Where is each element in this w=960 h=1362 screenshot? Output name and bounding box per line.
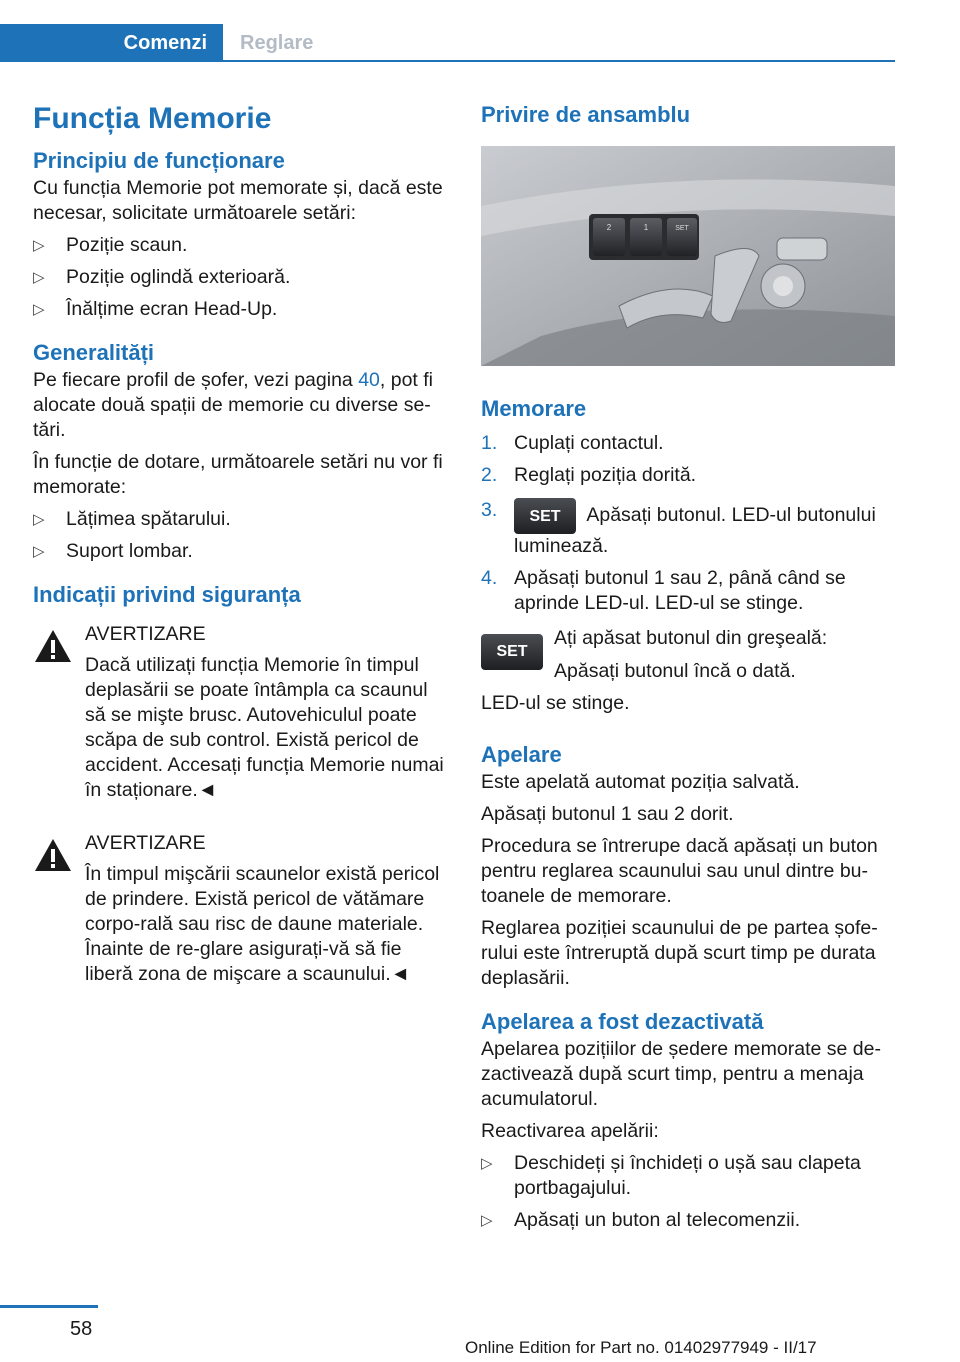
- tab-underline: [0, 60, 895, 62]
- page-number: 58: [70, 1318, 93, 1340]
- note-line: Apăsați butonul încă o dată.: [554, 660, 796, 682]
- general-list: [33, 507, 453, 564]
- list-item: ▷ Suport lombar.: [33, 540, 193, 562]
- photo-button-label: 2: [606, 223, 612, 232]
- warning-label: AVERTIZARE: [85, 623, 206, 645]
- tab-comenzi[interactable]: Comenzi: [0, 24, 223, 62]
- memorize-steps: [481, 431, 895, 616]
- triangle-bullet-icon: ▷: [481, 1212, 493, 1229]
- principle-heading: Principiu de funcționare: [33, 148, 285, 173]
- left-column: [33, 100, 453, 987]
- recall-text: Reglarea poziției scaunului de pe partea șofe-rului este întreruptă după scurt timp pe durata deplasării.: [481, 917, 878, 989]
- warning-text: Dacă utilizați funcția Memorie în timpul deplasării se poate întâmpla ca scaunul să se mişte brusc. Autovehiculul poate scăpa de sub control. Există pericol de accident. Accesați funcția Memorie numai în staționare.◄: [85, 654, 444, 801]
- right-column: [481, 100, 895, 1233]
- triangle-bullet-icon: ▷: [33, 237, 45, 254]
- note-line: Ați apăsat butonul din greşeală:: [554, 627, 828, 649]
- list-item: ▷ Lățimea spătarului.: [33, 508, 231, 530]
- photo-button-label: SET: [675, 225, 689, 232]
- list-item: ▷ Poziție oglindă exterioară.: [33, 266, 291, 288]
- list-item: ▷ Poziție scaun.: [33, 234, 188, 256]
- step-item: 2. Reglați poziția dorită.: [481, 464, 697, 486]
- recall-text: Apăsați butonul 1 sau 2 dorit.: [481, 803, 734, 825]
- triangle-bullet-icon: ▷: [33, 543, 45, 560]
- disabled-text: Apelarea pozițiilor de ședere memorate se de-zactivează după scurt timp, pentru a menaja acumulatorul.: [481, 1038, 881, 1110]
- principle-list: [33, 233, 453, 322]
- general-text-2: În funcție de dotare, următoarele setări nu vor fi memorate:: [33, 451, 443, 498]
- warning-block: [33, 622, 453, 803]
- warning-triangle-icon: [33, 628, 73, 664]
- recall-heading: Apelare: [481, 742, 562, 767]
- disabled-text-2: Reactivarea apelării:: [481, 1120, 659, 1142]
- step-item: 4. Apăsați butonul 1 sau 2, până când se aprinde LED-ul. LED-ul se stinge.: [481, 567, 846, 614]
- memorize-heading: Memorare: [481, 396, 587, 421]
- triangle-bullet-icon: ▷: [33, 301, 45, 318]
- general-text: Pe fiecare profil de șofer, vezi pagina 40, pot fi alocate două spații de memorie cu diverse se-tări.: [33, 369, 434, 441]
- set-button-icon: SET: [481, 634, 543, 670]
- triangle-bullet-icon: ▷: [33, 511, 45, 528]
- safety-heading: Indicații privind siguranța: [33, 582, 301, 607]
- recall-text: Procedura se întrerupe dacă apăsați un buton pentru reglarea scaunului sau unul dintre bu-toanele de memorare.: [481, 835, 878, 907]
- warning-text: În timpul mişcării scaunelor există pericol de prindere. Există pericol de vătămare corpo-rală sau risc de daune materiale. Înainte de re-glare asigurați-vă să fie liberă zona de mişcare a scaunului.◄: [85, 863, 440, 985]
- warning-label: AVERTIZARE: [85, 832, 206, 854]
- step-item: 3. SET Apăsați butonul. LED-ul butonului luminează.: [481, 499, 876, 557]
- step-item: 1. Cuplați contactul.: [481, 432, 664, 454]
- warning-block: [33, 831, 453, 987]
- disabled-heading: Apelarea a fost dezactivată: [481, 1009, 764, 1034]
- triangle-bullet-icon: ▷: [33, 269, 45, 286]
- recall-text: Este apelată automat poziția salvată.: [481, 771, 800, 793]
- warning-triangle-icon: [33, 837, 73, 873]
- disabled-list: [481, 1151, 895, 1233]
- footer-rule: [0, 1305, 98, 1308]
- list-item: ▷ Înălțime ecran Head-Up.: [33, 298, 278, 320]
- chapter-tabs: [0, 24, 895, 62]
- page-title: Funcția Memorie: [33, 102, 272, 135]
- edition-footer: Online Edition for Part no. 01402977949 - II/17: [465, 1338, 817, 1357]
- set-button-icon: SET: [514, 498, 576, 534]
- principle-intro: Cu funcția Memorie pot memorate și, dacă este necesar, solicitate următoarele setări:: [33, 177, 443, 224]
- note-block: [481, 626, 895, 684]
- overview-heading: Privire de ansamblu: [481, 102, 691, 127]
- list-item: ▷ Apăsați un buton al telecomenzii.: [481, 1209, 801, 1231]
- memorize-after: LED-ul se stinge.: [481, 692, 630, 714]
- list-item: ▷ Deschideți și închideți o ușă sau clapeta portbagajului.: [481, 1152, 861, 1199]
- tab-reglare[interactable]: Reglare: [240, 31, 314, 54]
- page-link[interactable]: 40: [358, 369, 380, 391]
- general-heading: Generalități: [33, 340, 155, 365]
- triangle-bullet-icon: ▷: [481, 1155, 493, 1172]
- seat-controls-photo: [481, 146, 895, 366]
- photo-button-label: 1: [643, 223, 649, 232]
